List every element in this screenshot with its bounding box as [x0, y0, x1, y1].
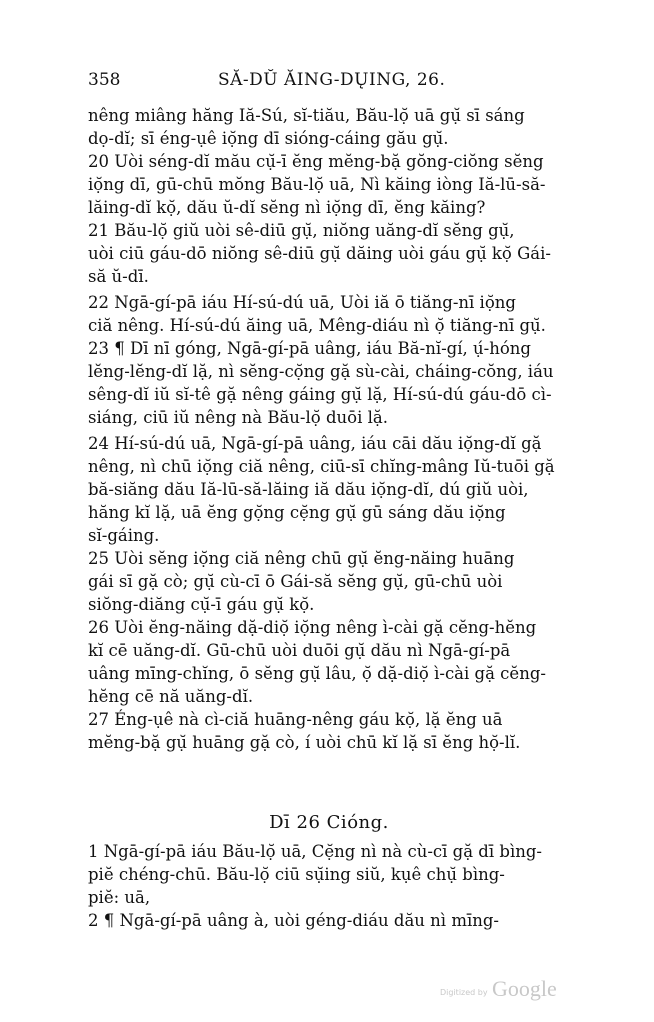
- text-line: siáng, ciū iŭ nêng nà Bău-lọ̆ duōi lặ.: [88, 408, 388, 427]
- chapter-heading: Dī 26 Cióng.: [269, 812, 389, 833]
- text-line: iọ̆ng dī, gū-chū mŏng Bău-lọ̆ uā, Nì kăing iòng Iă-lū-să-: [88, 175, 546, 194]
- verse-26-line: 26 Uòi ĕng-năing dặ-diọ̆ iọ̆ng nêng ì-cài gặ cĕng-hĕng: [88, 618, 537, 637]
- verse-2-line: 2 ¶ Ngā-gí-pā uâng à, uòi géng-diáu dău nì mīng-: [88, 911, 500, 930]
- body-text-chapter-26: [88, 840, 570, 932]
- text-line: dọ-dĭ; sī éng-ụê iọ̆ng dī sióng-cáing gău gụ̆.: [88, 129, 449, 148]
- running-head: [88, 70, 568, 96]
- text-line: siŏng-diăng cụ̆-ī gáu gụ̆ kọ̆.: [88, 595, 315, 614]
- text-line: nêng miâng hăng Iă-Sú, sĭ-tiău, Bău-lọ̆ uā gụ̆ sī sáng: [88, 106, 525, 125]
- google-logo: Google: [492, 976, 557, 1001]
- google-watermark: [440, 976, 580, 1006]
- text-line: sêng-dĭ iŭ sĭ-tê gặ nêng gáing gụ̆ lặ, Hí-sú-dú gáu-dō cì-: [88, 385, 552, 404]
- verse-21-line: 21 Bău-lọ̆ giŭ uòi sê-diū gụ̆, niŏng uăng-dĭ sĕng gụ̆,: [88, 221, 515, 240]
- text-line: uâng mīng-chĭng, ō sĕng gụ̆ lâu, ọ̆ dặ-diọ̆ ì-cài gặ cĕng-: [88, 664, 546, 683]
- text-line: kĭ cē uăng-dĭ. Gū-chū uòi duōi gụ̆ dău nì Ngā-gí-pā: [88, 641, 511, 660]
- body-text-chapter-25: [88, 104, 570, 754]
- text-line: mĕng-bặ gụ̆ huāng gặ cò, í uòi chū kĭ lặ sī ĕng họ̆-lĭ.: [88, 733, 521, 752]
- verse-1-line: 1 Ngā-gí-pā iáu Bău-lọ̆ uā, Cẹ̆ng nì nà cù-cī gặ dī bìng-: [88, 842, 542, 861]
- text-line: lĕng-lĕng-dĭ lặ, nì sĕng-cọ̆ng gặ sù-cài, cháing-cŏng, iáu: [88, 362, 554, 381]
- running-title: SĂ-DŬ ĂING-DŲING, 26.: [218, 70, 446, 90]
- text-line: hĕng cē nă uăng-dĭ.: [88, 687, 254, 706]
- text-line: sĭ-gáing.: [88, 526, 160, 545]
- verse-24-line: 24 Hí-sú-dú uā, Ngā-gí-pā uâng, iáu cāi dău iọ̆ng-dĭ gặ: [88, 434, 542, 453]
- verse-23-line: 23 ¶ Dī nī góng, Ngā-gí-pā uâng, iáu Bă-nĭ-gí, ụ́-hóng: [88, 339, 531, 358]
- verse-22-line: 22 Ngā-gí-pā iáu Hí-sú-dú uā, Uòi iă ō tiăng-nī iọ̆ng: [88, 293, 516, 312]
- text-line: piĕ: uā,: [88, 888, 151, 907]
- verse-25-line: 25 Uòi sĕng iọ̆ng ciă nêng chū gụ̆ ĕng-năing huāng: [88, 549, 515, 568]
- verse-27-line: 27 Éng-ụê nà cì-ciă huāng-nêng gáu kọ̆, lặ ĕng uā: [88, 710, 503, 729]
- text-line: piĕ chéng-chū. Bău-lọ̆ ciū sụ̆ing siŭ, kụê chụ̆ bìng-: [88, 865, 505, 884]
- text-line: uòi ciū gáu-dō niŏng sê-diū gụ̆ dăing uòi gáu gụ̆ kọ̆ Gái-: [88, 244, 551, 263]
- text-line: lăing-dĭ kọ̆, dău ŭ-dĭ sĕng nì iọ̆ng dī, ĕng kăing?: [88, 198, 486, 217]
- verse-20-line: 20 Uòi séng-dĭ mău cụ̆-ī ĕng mĕng-bặ gŏng-ciŏng sĕng: [88, 152, 544, 171]
- text-line: gái sī gặ cò; gụ̆ cù-cī ō Gái-să sĕng gụ̆, gū-chū uòi: [88, 572, 503, 591]
- watermark-digitized-by: Digitized by: [440, 988, 488, 997]
- page-number: 358: [88, 70, 121, 90]
- text-line: bă-siăng dău Iă-lū-să-lăing iă dău iọ̆ng-dĭ, dú giŭ uòi,: [88, 480, 529, 499]
- text-line: hăng kĭ lặ, uā ĕng gọ̆ng cẹ̆ng gụ̆ gū sáng dău iọ̆ng: [88, 503, 506, 522]
- text-line: ciă nêng. Hí-sú-dú ăing uā, Mêng-diáu nì ọ̆ tiăng-nī gụ̆.: [88, 316, 546, 335]
- text-line: nêng, nì chū iọ̆ng ciă nêng, ciū-sī chĭng-mâng Iŭ-tuōi gặ: [88, 457, 555, 476]
- text-line: să ŭ-dī.: [88, 267, 149, 286]
